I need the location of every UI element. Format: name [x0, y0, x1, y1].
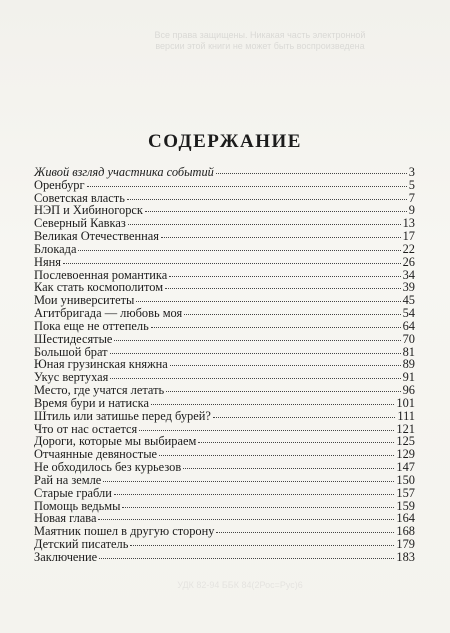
toc-entry-page-number: 39: [402, 280, 415, 295]
toc-entry-page-number: 179: [396, 537, 415, 552]
dot-leader: [110, 353, 401, 354]
toc-entry: [34, 474, 415, 487]
toc-entry-page-number: 3: [408, 165, 415, 179]
dot-leader: [170, 365, 401, 366]
toc-entry-title: Не обходилось без курьезов: [34, 460, 182, 475]
toc-entry: [34, 243, 415, 256]
dot-leader: [114, 494, 395, 495]
dot-leader: [87, 186, 407, 187]
toc-entry-title: Шестидесятые: [34, 331, 113, 346]
dot-leader: [198, 442, 394, 443]
dot-leader: [122, 507, 394, 508]
toc-entry-title: Живой взгляд участника событий: [34, 165, 214, 179]
dot-leader: [114, 340, 400, 341]
toc-entry-page-number: 64: [402, 318, 415, 333]
page-title: СОДЕРЖАНИЕ: [148, 130, 302, 152]
toc-entry-title: Рай на земле: [34, 472, 102, 487]
toc-entry-title: Дороги, которые мы выбираем: [34, 434, 197, 449]
toc-entry-page-number: 91: [402, 370, 415, 385]
toc-entry-page-number: 159: [396, 498, 415, 513]
toc-entry-title: Помощь ведьмы: [34, 498, 121, 513]
toc-entry-title: Новая глава: [34, 511, 97, 526]
toc-entry-title: Юная грузинская княжна: [34, 357, 168, 372]
toc-entry-title: Северный Кавказ: [34, 216, 126, 231]
toc-entry: [34, 320, 415, 333]
dot-leader: [103, 481, 394, 482]
dot-leader: [78, 250, 400, 251]
toc-entry: [34, 397, 415, 410]
toc-entry-title: Что от нас остается: [34, 421, 138, 436]
dot-leader: [130, 545, 394, 546]
toc-entry-page-number: 96: [402, 383, 415, 398]
toc-entry-title: Место, где учатся летать: [34, 383, 165, 398]
toc-entry-page-number: 22: [402, 241, 415, 256]
dot-leader: [151, 327, 401, 328]
toc-entry-page-number: 5: [408, 177, 415, 192]
toc-entry: [34, 538, 415, 551]
toc-entry-title: Большой брат: [34, 344, 108, 359]
dot-leader: [63, 263, 401, 264]
toc-entry-page-number: 183: [396, 549, 415, 564]
toc-entry-page-number: 70: [402, 331, 415, 346]
toc-entry-page-number: 147: [396, 460, 415, 475]
toc-entry-title: Детский писатель: [34, 537, 129, 552]
toc-entry-title: Блокада: [34, 241, 77, 256]
toc-entry: [34, 487, 415, 500]
toc-entry-page-number: 34: [402, 267, 415, 282]
dot-leader: [136, 301, 400, 302]
toc-entry-title: Как стать космополитом: [34, 280, 164, 295]
dot-leader: [183, 468, 394, 469]
table-of-contents: [34, 166, 415, 564]
toc-entry-page-number: 45: [402, 293, 415, 308]
dot-leader: [159, 455, 394, 456]
toc-entry-title: Пока еще не оттепель: [34, 318, 149, 333]
toc-entry-title: Мои университеты: [34, 293, 135, 308]
toc-entry-page-number: 17: [402, 229, 415, 244]
dot-leader: [165, 288, 401, 289]
toc-entry-page-number: 129: [396, 447, 415, 462]
toc-entry: [34, 384, 415, 397]
dot-leader: [166, 391, 400, 392]
toc-entry-page-number: 89: [402, 357, 415, 372]
toc-entry-title: Няня: [34, 254, 61, 269]
dot-leader: [151, 404, 394, 405]
toc-entry-title: Великая Отечественная: [34, 229, 159, 244]
dot-leader: [169, 276, 400, 277]
toc-entry-title: Штиль или затишье перед бурей?: [34, 408, 211, 423]
dot-leader: [98, 519, 394, 520]
toc-entry: [34, 410, 415, 423]
dot-leader: [99, 558, 394, 559]
toc-entry-title: Укус вертухая: [34, 370, 109, 385]
toc-entry-page-number: 13: [402, 216, 415, 231]
toc-entry-title: Старые грабли: [34, 485, 112, 500]
toc-entry-page-number: 101: [396, 395, 415, 410]
toc-entry-page-number: 81: [402, 344, 415, 359]
dot-leader: [145, 211, 407, 212]
toc-entry: [34, 179, 415, 192]
toc-entry-page-number: 7: [408, 190, 415, 205]
toc-entry-title: Отчаянные девяностые: [34, 447, 158, 462]
toc-entry: [34, 307, 415, 320]
toc-entry-title: Послевоенная романтика: [34, 267, 168, 282]
toc-entry-title: НЭП и Хибиногорск: [34, 203, 143, 218]
toc-entry: [34, 551, 415, 564]
dot-leader: [216, 173, 407, 174]
toc-entry-page-number: 164: [396, 511, 415, 526]
toc-entry-title: Оренбург: [34, 177, 85, 192]
toc-entry-title: Маятник пошел в другую сторону: [34, 524, 215, 539]
toc-entry: [34, 166, 415, 179]
toc-entry-title: Время бури и натиска: [34, 395, 149, 410]
toc-entry-page-number: 121: [396, 421, 415, 436]
dot-leader: [184, 314, 400, 315]
toc-entry-page-number: 9: [408, 203, 415, 218]
bleed-through-text-bottom: УДК 82-94 ББК 84(2Рос=Рус)6: [177, 580, 303, 590]
dot-leader: [161, 237, 401, 238]
toc-entry: [34, 461, 415, 474]
dot-leader: [213, 417, 395, 418]
toc-entry-title: Советская власть: [34, 190, 125, 205]
toc-entry-page-number: 150: [396, 472, 415, 487]
dot-leader: [139, 430, 394, 431]
bleed-through-text-top: Все права защищены. Никакая часть электронной версии этой книги не может быть воспроизведена: [154, 30, 366, 51]
toc-entry-page-number: 111: [397, 408, 415, 423]
toc-entry-page-number: 125: [396, 434, 415, 449]
toc-entry: [34, 230, 415, 243]
toc-entry-page-number: 26: [402, 254, 415, 269]
toc-entry: [34, 333, 415, 346]
dot-leader: [127, 199, 407, 200]
toc-entry-page-number: 168: [396, 524, 415, 539]
dot-leader: [128, 224, 401, 225]
dot-leader: [110, 378, 400, 379]
toc-entry-page-number: 157: [396, 485, 415, 500]
dot-leader: [216, 532, 394, 533]
toc-entry-page-number: 54: [402, 306, 415, 321]
toc-entry: [34, 256, 415, 269]
toc-entry-title: Заключение: [34, 549, 98, 564]
toc-entry-title: Агитбригада — любовь моя: [34, 306, 183, 321]
